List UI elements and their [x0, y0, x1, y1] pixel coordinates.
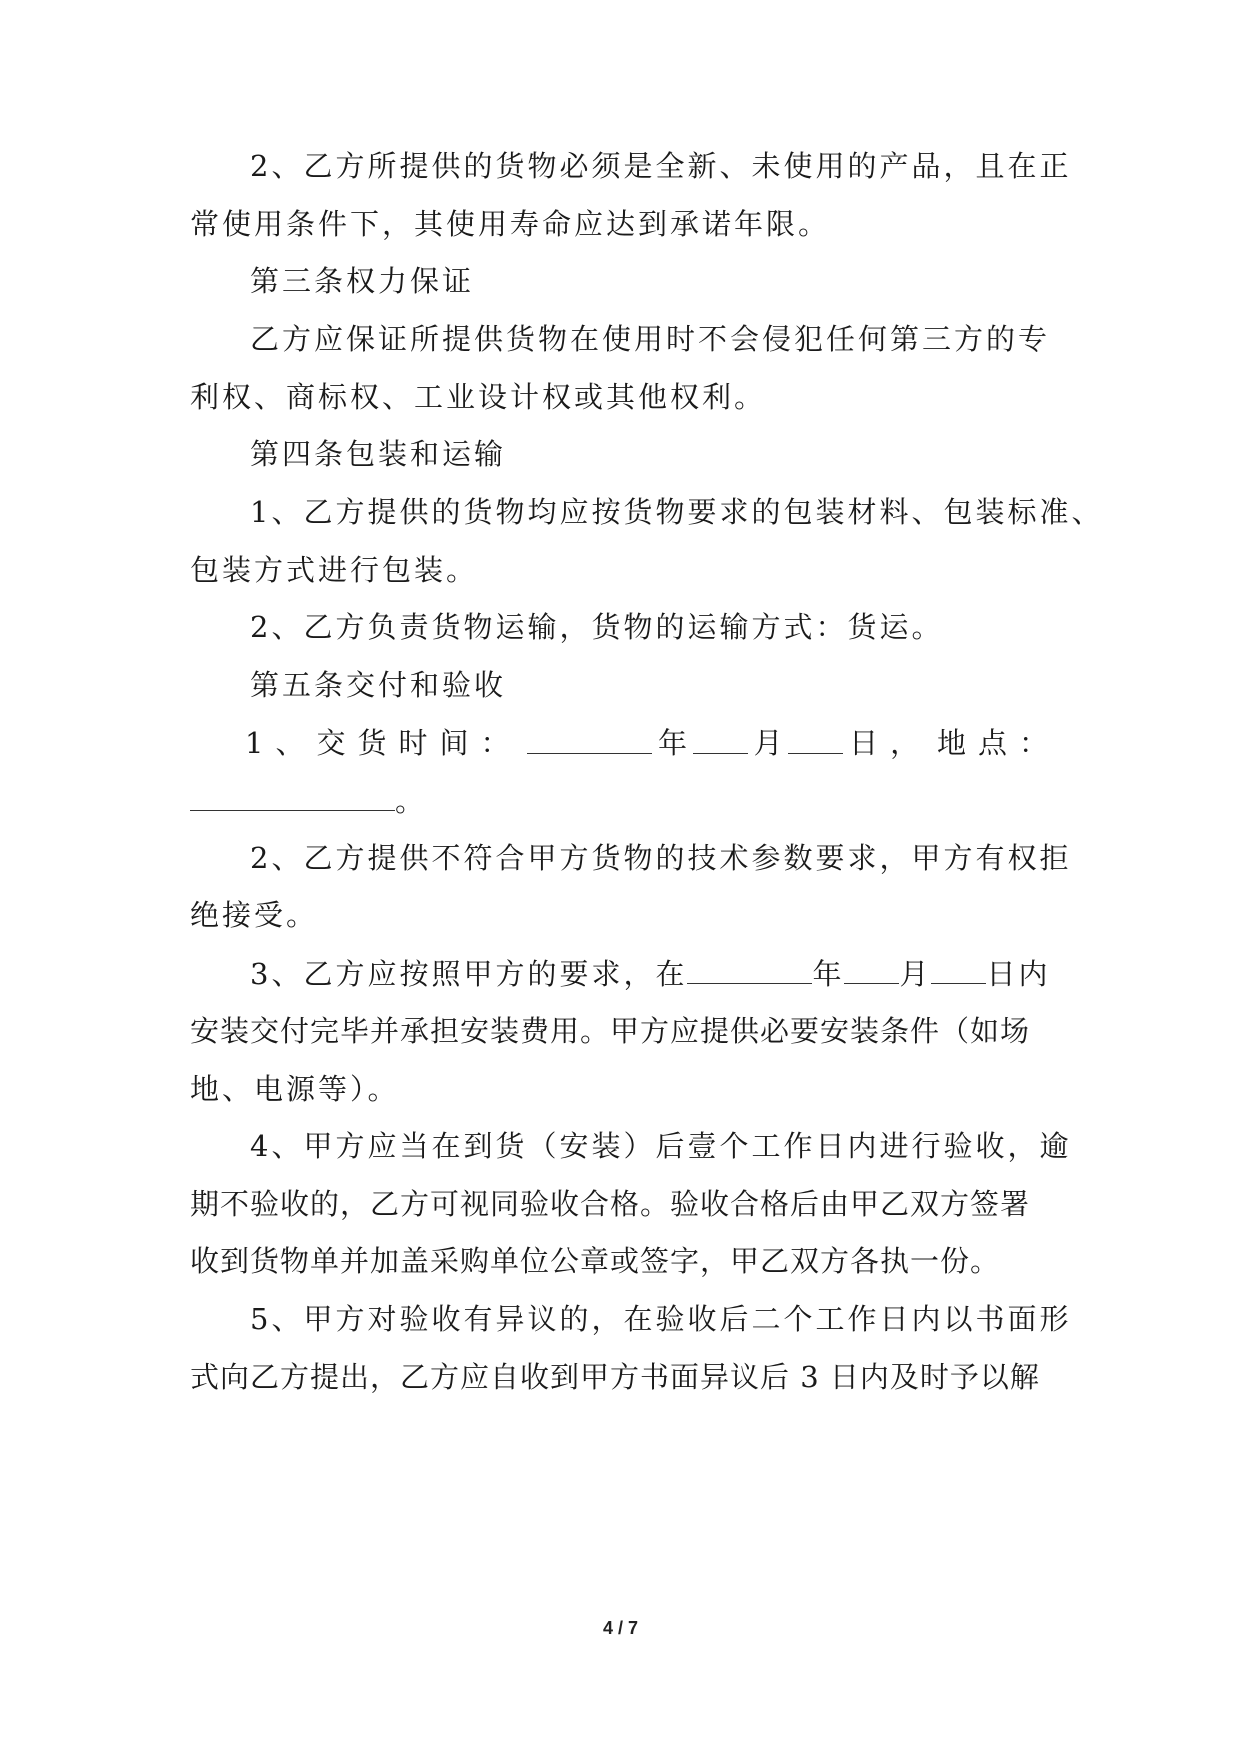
- install-time-line: [250, 953, 1060, 994]
- delivery-time-label: 1、交货时间：: [245, 726, 522, 760]
- paragraph-line: 式向乙方提出，乙方应自收到甲方书面异议后 3 日内及时予以解: [190, 1360, 1040, 1394]
- section-heading-3: 第三条权力保证: [250, 264, 475, 298]
- paragraph-line: 收到货物单并加盖采购单位公章或签字，甲乙双方各执一份。: [190, 1244, 1001, 1278]
- paragraph-line: 乙方应保证所提供货物在使用时不会侵犯任何第三方的专: [250, 322, 1051, 356]
- install-month-label: 月: [899, 957, 932, 991]
- section-heading-4: 第四条包装和运输: [250, 437, 507, 471]
- install-day-blank: [931, 953, 986, 984]
- delivery-month-blank: [693, 723, 748, 754]
- paragraph-line: 1、乙方提供的货物均应按货物要求的包装材料、包装标准、: [250, 495, 1104, 529]
- delivery-place-blank: [190, 780, 395, 811]
- page-number: 4 / 7: [602, 1618, 639, 1638]
- delivery-place-line: [190, 780, 1060, 821]
- paragraph-line: 常使用条件下，其使用寿命应达到承诺年限。: [190, 207, 831, 241]
- install-year-blank: [687, 953, 812, 984]
- paragraph-line: 2、乙方所提供的货物必须是全新、未使用的产品，且在正: [250, 149, 1072, 183]
- paragraph-line: 地、电源等）。: [190, 1072, 400, 1106]
- paragraph-line: 2、乙方提供不符合甲方货物的技术参数要求，甲方有权拒: [250, 841, 1072, 875]
- paragraph-line: 4、甲方应当在到货（安装）后壹个工作日内进行验收，逾: [250, 1129, 1072, 1163]
- paragraph-line: 利权、商标权、工业设计权或其他权利。: [190, 380, 767, 414]
- paragraph-line: 2、乙方负责货物运输，货物的运输方式：货运。: [250, 610, 944, 644]
- delivery-time-line: [245, 723, 1060, 763]
- delivery-day-label: 日，: [849, 726, 932, 760]
- paragraph-line: 5、甲方对验收有异议的，在验收后二个工作日内以书面形: [250, 1302, 1072, 1336]
- paragraph-line: 包装方式进行包装。: [190, 553, 479, 587]
- install-day-suffix: 日内: [986, 957, 1051, 991]
- delivery-year-label: 年: [658, 726, 688, 760]
- install-year-label: 年: [812, 957, 845, 991]
- delivery-day-blank: [788, 723, 843, 754]
- paragraph-line: 绝接受。: [190, 898, 319, 932]
- delivery-place-end: 。: [395, 784, 428, 818]
- delivery-month-label: 月: [753, 726, 783, 760]
- delivery-year-blank: [527, 723, 652, 754]
- paragraph-line: 安装交付完毕并承担安装费用。甲方应提供必要安装条件（如场: [190, 1014, 1031, 1048]
- section-heading-5: 第五条交付和验收: [250, 668, 507, 702]
- install-month-blank: [844, 953, 899, 984]
- install-time-prefix: 3、乙方应按照甲方的要求，在: [250, 957, 688, 991]
- paragraph-line: 期不验收的，乙方可视同验收合格。验收合格后由甲乙双方签署: [190, 1187, 1031, 1221]
- delivery-place-label: 地点：: [936, 726, 1060, 760]
